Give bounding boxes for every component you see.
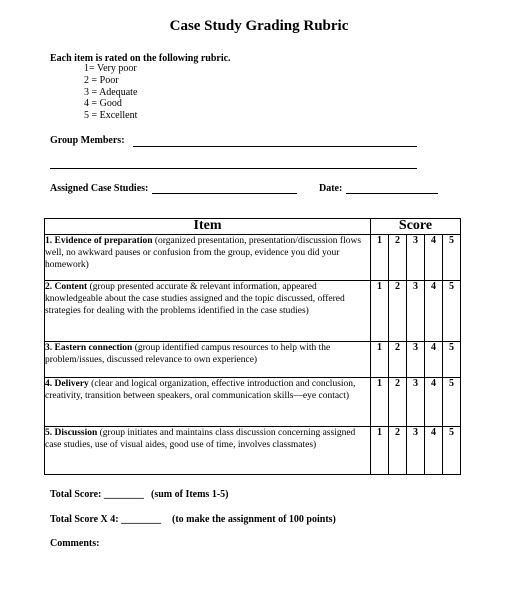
table-row (45, 378, 461, 427)
group-members-line-1[interactable] (133, 146, 417, 147)
group-members-line-2[interactable] (50, 168, 417, 169)
scale-item: 4 = Good (84, 98, 122, 110)
score-2[interactable]: 2 (389, 281, 407, 342)
total-score-x4-label: Total Score X 4: ________ (50, 514, 162, 525)
rating-intro: Each item is rated on the following rubric. (50, 53, 231, 64)
score-3[interactable]: 3 (407, 427, 425, 475)
score-2[interactable]: 2 (389, 342, 407, 378)
score-2[interactable]: 2 (389, 235, 407, 281)
score-3[interactable]: 3 (407, 235, 425, 281)
rubric-item (45, 281, 371, 342)
score-5[interactable]: 5 (443, 235, 461, 281)
score-5[interactable]: 5 (443, 342, 461, 378)
item-description: (organized presentation, presentation/discussion flows well, no awkward pauses or confusion from the group, evidence you did your homework) (45, 236, 362, 270)
table-row (45, 281, 461, 342)
date-label: Date: (319, 183, 343, 194)
assigned-case-studies-line[interactable] (152, 193, 297, 194)
score-2[interactable]: 2 (389, 378, 407, 427)
item-title: 3. Eastern connection (45, 343, 133, 353)
scale-item: 2 = Poor (84, 74, 119, 86)
score-4[interactable]: 4 (425, 281, 443, 342)
item-description: (group identified campus resources to help with the problem/issues, discussed relevance to own experience) (45, 343, 331, 365)
item-title: 2. Content (45, 282, 88, 292)
score-3[interactable]: 3 (407, 281, 425, 342)
total-score-label: Total Score: ________ (50, 489, 144, 500)
table-row (45, 342, 461, 378)
rubric-table (44, 218, 461, 475)
item-title: 4. Delivery (45, 379, 89, 389)
score-4[interactable]: 4 (425, 427, 443, 475)
score-5[interactable]: 5 (443, 378, 461, 427)
table-row (45, 235, 461, 281)
score-1[interactable]: 1 (371, 281, 389, 342)
group-members-label: Group Members: (50, 135, 125, 146)
page-title: Case Study Grading Rubric (169, 18, 349, 34)
item-title: 5. Discussion (45, 428, 98, 438)
table-row (45, 427, 461, 475)
item-description: (group initiates and maintains class discussion concerning assigned case studies, use of visual aides, good use of time, involves classmates) (45, 428, 356, 450)
score-header: Score (371, 219, 461, 235)
assigned-case-studies-label: Assigned Case Studies: (50, 183, 149, 194)
scale-item: 1= Very poor (84, 63, 137, 74)
score-3[interactable]: 3 (407, 342, 425, 378)
score-4[interactable]: 4 (425, 342, 443, 378)
rubric-item (45, 342, 371, 378)
total-score-x4-note: (to make the assignment of 100 points) (172, 514, 336, 525)
rubric-item (45, 235, 371, 281)
rating-scale (84, 63, 137, 122)
item-description: (clear and logical organization, effective introduction and conclusion, creativity, transition between speakers, oral communication skills—eye contact) (45, 379, 356, 401)
score-3[interactable]: 3 (407, 378, 425, 427)
score-2[interactable]: 2 (389, 427, 407, 475)
item-header: Item (45, 219, 371, 235)
score-1[interactable]: 1 (371, 378, 389, 427)
score-1[interactable]: 1 (371, 235, 389, 281)
scale-item: 3 = Adequate (84, 86, 138, 98)
rubric-item (45, 378, 371, 427)
score-5[interactable]: 5 (443, 281, 461, 342)
scale-item: 5 = Excellent (84, 110, 138, 122)
item-title: 1. Evidence of preparation (45, 236, 153, 246)
item-description: (group presented accurate & relevant information, appeared knowledgeable about the case studies assigned and the topic discussed, offered strategies for dealing with the problems identified in the case studies) (45, 282, 345, 316)
rubric-item (45, 427, 371, 475)
score-4[interactable]: 4 (425, 378, 443, 427)
comments-label: Comments: (50, 538, 100, 549)
date-line[interactable] (346, 193, 438, 194)
score-5[interactable]: 5 (443, 427, 461, 475)
score-4[interactable]: 4 (425, 235, 443, 281)
score-1[interactable]: 1 (371, 342, 389, 378)
total-score-note: (sum of Items 1-5) (151, 489, 229, 500)
score-1[interactable]: 1 (371, 427, 389, 475)
